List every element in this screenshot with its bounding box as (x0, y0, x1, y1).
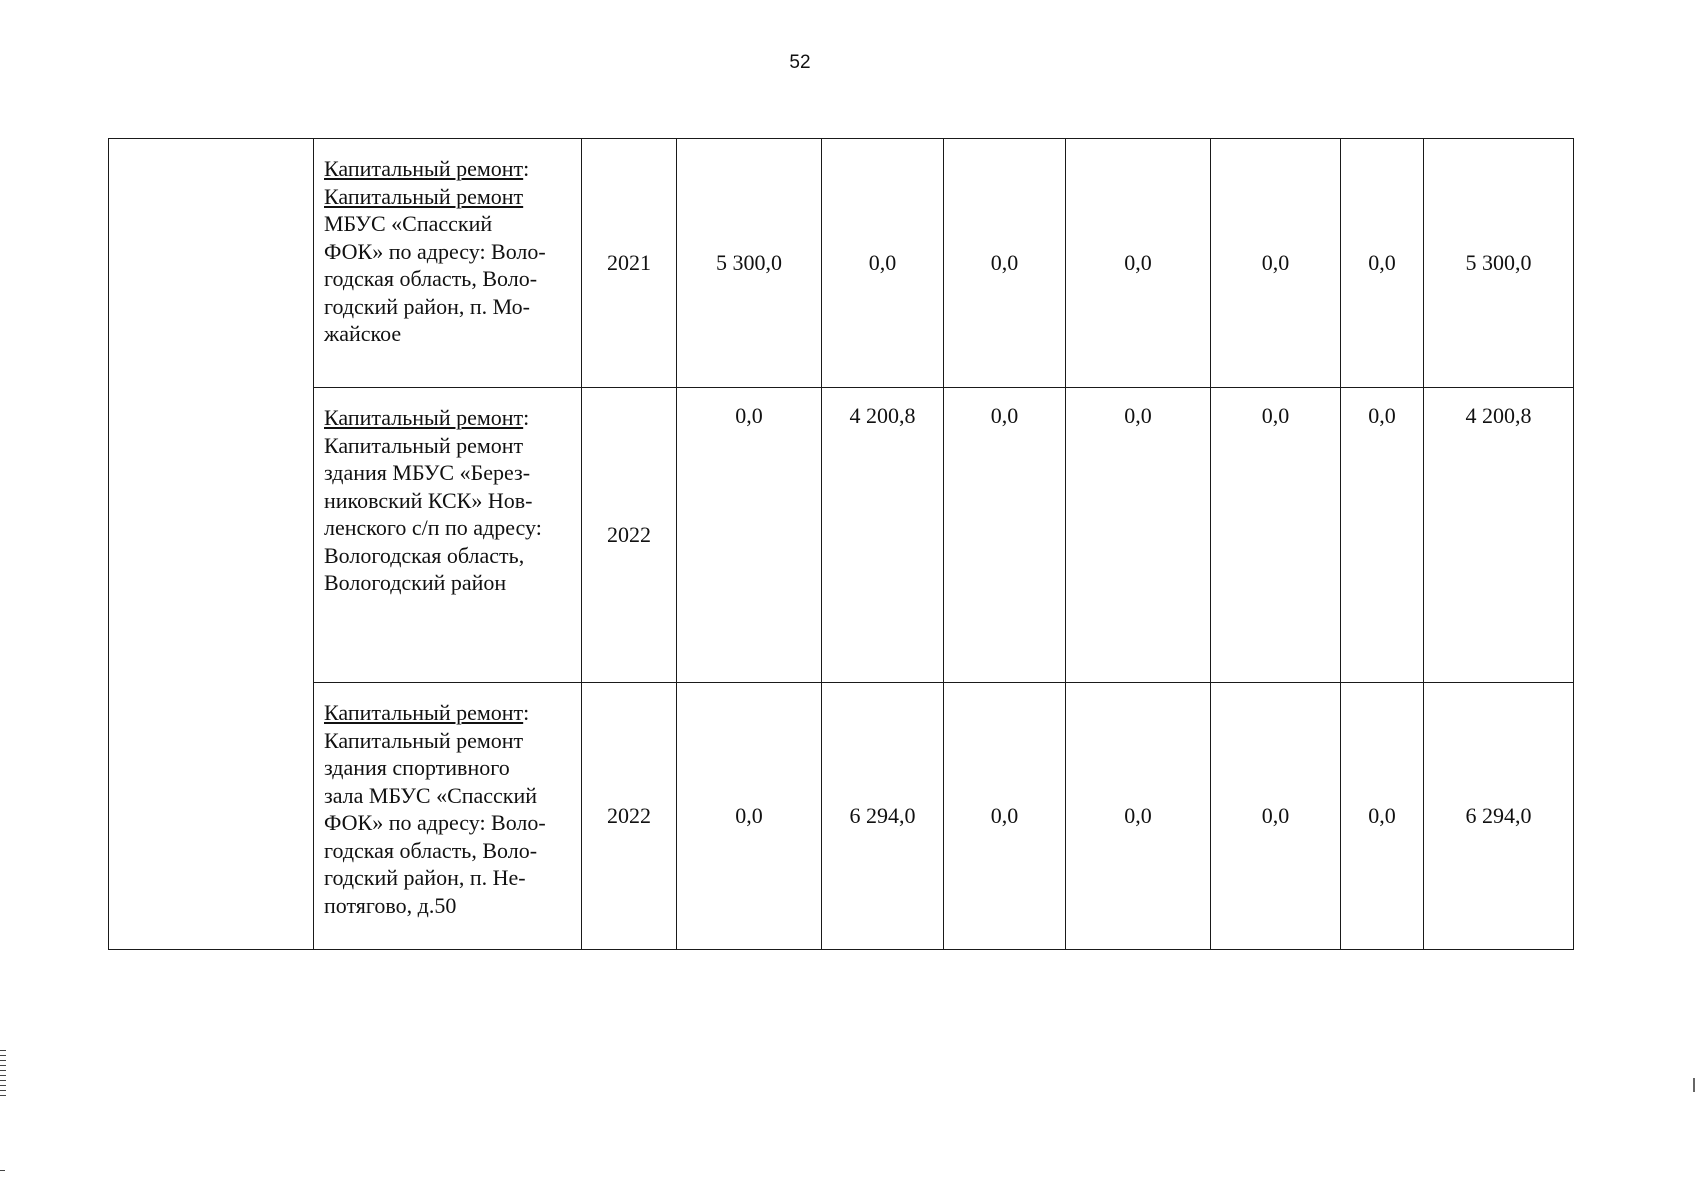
value-cell: 0,0 (677, 683, 822, 950)
value-cell: 0,0 (944, 139, 1066, 388)
table-row (109, 139, 1574, 388)
year-cell: 2022 (582, 388, 677, 683)
value-cell: 0,0 (944, 388, 1066, 683)
description-cell (314, 139, 582, 388)
empty-merged-cell (109, 139, 314, 950)
total-cell: 6 294,0 (1424, 683, 1574, 950)
page-number: 52 (789, 52, 811, 73)
value-cell: 0,0 (944, 683, 1066, 950)
heading-colon: : (523, 405, 530, 430)
value-cell: 0,0 (1066, 388, 1211, 683)
value-cell: 0,0 (1341, 139, 1424, 388)
description-heading: Капитальный ремонт (324, 156, 524, 181)
value-cell: 0,0 (1066, 139, 1211, 388)
value-cell: 6 294,0 (822, 683, 944, 950)
value-cell: 0,0 (1211, 683, 1341, 950)
value-cell: 0,0 (1341, 683, 1424, 950)
value-cell: 4 200,8 (822, 388, 944, 683)
heading-colon: : (523, 156, 530, 181)
total-cell: 5 300,0 (1424, 139, 1574, 388)
year-cell: 2022 (582, 683, 677, 950)
description-text: Капитальный ремонт здания МБУС «Берез- никовский КСК» Нов- ленского с/п по адресу: Вологодская область, Вологодский район (324, 432, 542, 595)
value-cell: 0,0 (1211, 139, 1341, 388)
description-text: Капитальный ремонт здания спортивного зала МБУС «Спасский ФОК» по адресу: Воло- годская область, Воло- годский район, п. Не- потягово, д.50 (324, 727, 546, 918)
scan-edge-dash (0, 1170, 5, 1171)
description-text: Капитальный ремонт МБУС «Спасский ФОК» по адресу: Воло- годская область, Воло- годский район, п. Мо- жайское (324, 183, 546, 346)
description-heading: Капитальный ремонт (324, 700, 524, 725)
value-cell: 0,0 (1211, 388, 1341, 683)
description-heading: Капитальный ремонт (324, 405, 524, 430)
year-cell: 2021 (582, 139, 677, 388)
description-cell (314, 683, 582, 950)
value-cell: 0,0 (1341, 388, 1424, 683)
description-cell (314, 388, 582, 683)
total-cell: 4 200,8 (1424, 388, 1574, 683)
table-row (109, 388, 1574, 683)
value-cell: 0,0 (677, 388, 822, 683)
value-cell: 0,0 (822, 139, 944, 388)
scan-edge-marks (0, 1050, 6, 1100)
value-cell: 5 300,0 (677, 139, 822, 388)
table-row (109, 683, 1574, 950)
budget-table (108, 138, 1574, 950)
heading-colon: : (523, 700, 530, 725)
value-cell: 0,0 (1066, 683, 1211, 950)
scan-right-edge (1693, 1078, 1695, 1092)
